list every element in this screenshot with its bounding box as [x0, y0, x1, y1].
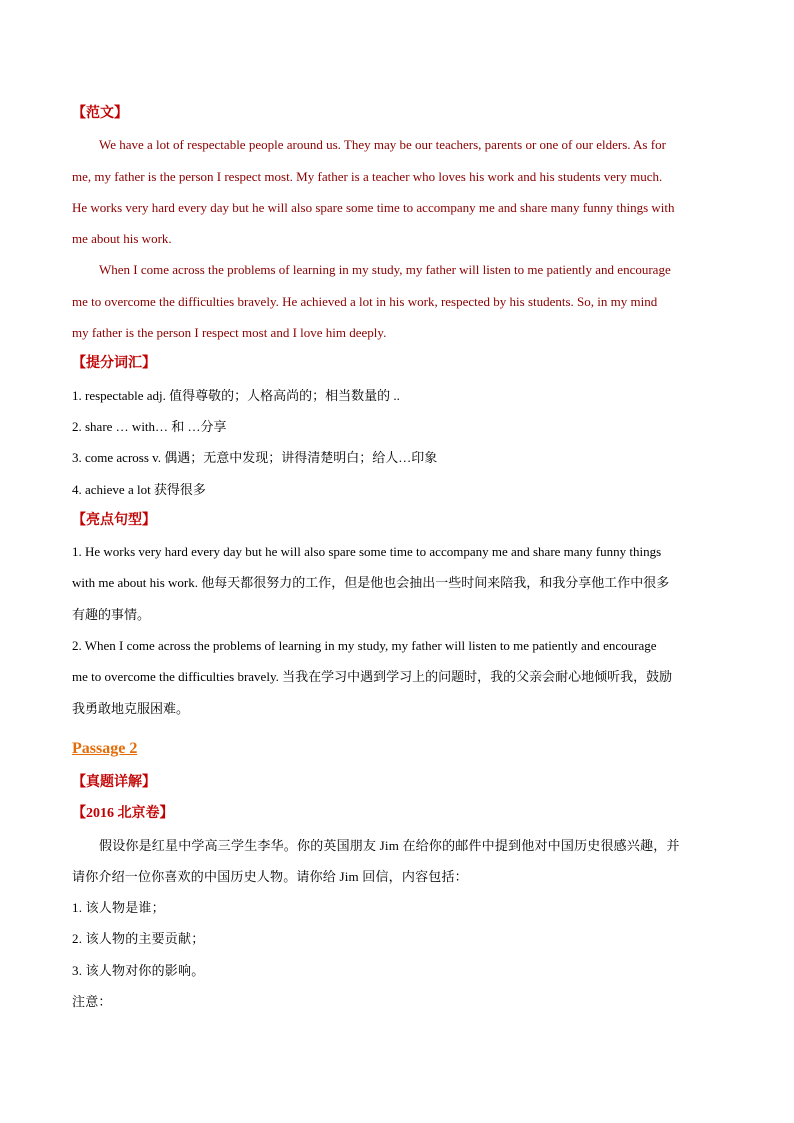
sentence-line: with me about his work. 他每天都很努力的工作，但是他也会抽出一些时间来陪我，和我分享他工作中很多	[72, 575, 670, 591]
sentence-line: 1. He works very hard every day but he will also spare some time to accompany me and share many funny things	[72, 544, 662, 560]
source-heading: 【2016 北京卷】	[72, 806, 174, 822]
prompt-line: 请你介绍一位你喜欢的中国历史人物。请你给 Jim 回信，内容包括：	[72, 868, 468, 884]
prompt-point: 1. 该人物是谁；	[72, 900, 165, 916]
vocab-item: 1. respectable adj. 值得尊敬的；人格高尚的；相当数量的 ..	[72, 387, 400, 403]
sentence-line: 有趣的事情。	[72, 606, 151, 622]
vocab-item: 4. achieve a lot 获得很多	[72, 481, 206, 497]
essay-line: me, my father is the person I respect most. My father is a teacher who loves his work and his students very much.	[72, 168, 663, 184]
model-essay-heading: 【范文】	[72, 106, 128, 121]
essay-line: me about his work.	[72, 231, 172, 247]
passage-2-title: Passage 2	[72, 739, 138, 757]
sentence-line: me to overcome the difficulties bravely. 当我在学习中遇到学习上的问题时，我的父亲会耐心地倾听我，鼓励	[72, 669, 673, 685]
sentences-heading: 【亮点句型】	[72, 512, 156, 528]
note-label: 注意：	[72, 994, 112, 1010]
essay-line: He works very hard every day but he will also spare some time to accompany me and share many funny things with	[72, 199, 675, 215]
essay-line: my father is the person I respect most and I love him deeply.	[72, 325, 387, 341]
prompt-point: 3. 该人物对你的影响。	[72, 962, 205, 978]
detail-heading: 【真题详解】	[72, 774, 156, 790]
vocab-heading: 【提分词汇】	[72, 356, 156, 372]
sentence-line: 2. When I come across the problems of learning in my study, my father will listen to me patiently and encourage	[72, 638, 657, 654]
prompt-point: 2. 该人物的主要贡献；	[72, 931, 205, 947]
essay-line: me to overcome the difficulties bravely. He achieved a lot in his work, respected by his students. So, in my mind	[72, 293, 658, 309]
vocab-item: 2. share … with… 和 …分享	[72, 418, 227, 434]
essay-line: We have a lot of respectable people around us. They may be our teachers, parents or one of our elders. As for	[99, 137, 666, 153]
sentence-line: 我勇敢地克服困难。	[72, 700, 190, 716]
prompt-line: 假设你是红星中学高三学生李华。你的英国朋友 Jim 在给你的邮件中提到他对中国历史很感兴趣，并	[99, 837, 680, 853]
essay-line: When I come across the problems of learning in my study, my father will listen to me patiently and encourage	[99, 262, 671, 278]
vocab-item: 3. come across v. 偶遇；无意中发现；讲得清楚明白；给人…印象	[72, 450, 438, 466]
